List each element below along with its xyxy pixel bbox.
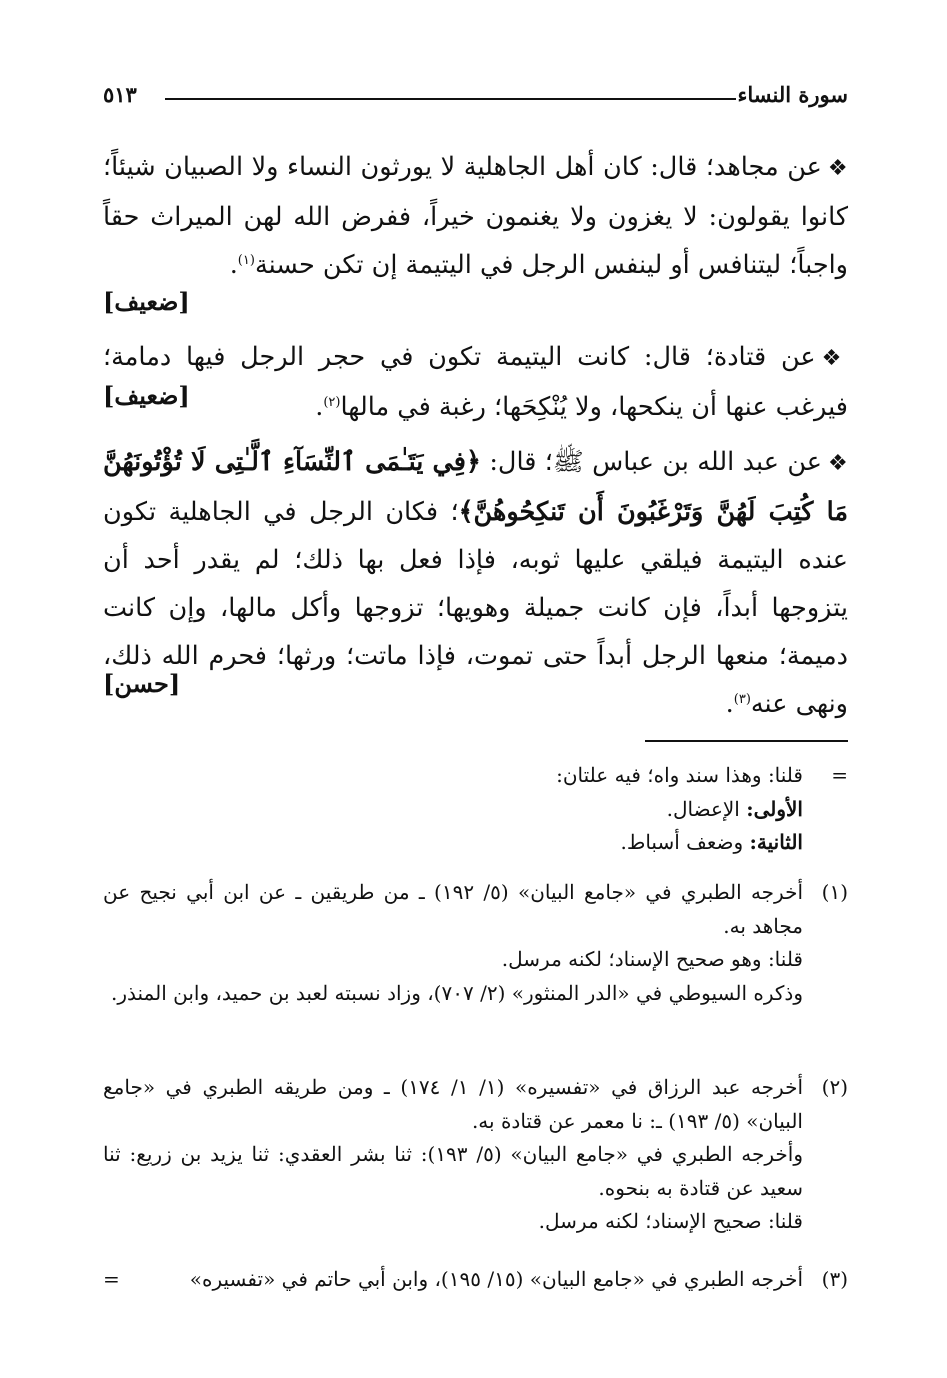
carry-line: قلنا: وهذا سند واه؛ فيه علتان:	[556, 763, 803, 787]
footnote-ref: (٢)	[323, 395, 341, 410]
diamond-marker-icon: ❖	[827, 451, 848, 476]
footnote-line: قلنا: صحيح الإسناد؛ لكنه مرسل.	[538, 1209, 803, 1233]
grade-label: [ضعيف]	[103, 381, 190, 410]
carry-first	[103, 793, 803, 827]
carry-second	[103, 826, 803, 860]
page-header	[103, 82, 848, 118]
footnote-3	[103, 1263, 848, 1297]
footnote-line: أخرجه الطبري في «جامع البيان» (٥/ ١٩٢) ـ من طريقين ـ عن ابن أبي نجيح عن مجاهد به.	[103, 880, 803, 938]
footnote-number: (١)	[821, 880, 848, 904]
footnote-number: (٢)	[821, 1075, 848, 1099]
footnote-1	[103, 876, 848, 1010]
footnote-number: (٣)	[821, 1267, 848, 1291]
continuation-marker: =	[103, 1267, 120, 1291]
hadith-text-after: ؛ فكان الرجل في الجاهلية تكون عنده اليتيمة فيلقي عليها ثوبه، فإذا فعل بها ذلك؛ لم يقدر أحد أن يتزوجها أبداً، فإن كانت جميلة وهويها؛ تزوجها وأكل مالها، وإن كانت دميمة؛ منعها الرجل أبداً حتى تموت، فإذا ماتت؛ ورثها؛ فحرم الله ذلك، ونهى عنه	[103, 497, 848, 719]
carry-first-label: الأولى:	[746, 796, 803, 821]
hadith-tail: .	[229, 250, 238, 280]
footnote-line: وذكره السيوطي في «الدر المنثور» (٢/ ٧٠٧)، وزاد نسبته لعبد بن حميد، وابن المنذر.	[110, 980, 803, 1005]
footnote-ref: (١)	[237, 253, 255, 268]
carry-first-text: الإعضال.	[666, 796, 740, 821]
grade-label: [حسن]	[103, 669, 181, 698]
footnote-separator	[645, 740, 848, 742]
carry-second-label: الثانية:	[749, 830, 803, 854]
hadith-tail: .	[725, 689, 734, 719]
hadith-1	[103, 143, 848, 289]
hadith-tail: .	[315, 392, 324, 422]
surah-title: سورة النساء	[737, 82, 848, 107]
grade-label: [ضعيف]	[103, 287, 190, 316]
quran-verse: ﴿فِي يَتَـٰمَى ٱلنِّسَآءِ ٱلَّـٰتِى لَا تُؤْتُونَهُنَّ مَا كُتِبَ لَهُنَّ وَتَرْغَبُونَ أَن تَنكِحُوهُنَّ﴾	[103, 447, 849, 527]
hadith-3	[103, 438, 848, 728]
header-rule	[165, 98, 736, 100]
carry-marker: =	[831, 763, 848, 787]
footnote-carryover	[103, 759, 848, 860]
footnote-2	[103, 1071, 848, 1239]
hadith-text-before: عن عبد الله بن عباس ﷺ؛ قال:	[489, 447, 822, 477]
footnote-ref: (٣)	[733, 692, 751, 707]
hadith-2	[103, 333, 848, 431]
diamond-marker-icon: ❖	[827, 156, 848, 181]
carry-second-text: وضعف أسباط.	[620, 830, 744, 854]
hadith-text: عن مجاهد؛ قال: كان أهل الجاهلية لا يورثون النساء ولا الصبيان شيئاً؛ كانوا يقولون: لا يغزون ولا يغنمون خيراً، ففرض الله لهن الميراث حقاً واجباً؛ ليتنافس أو لينفس الرجل في اليتيمة إن تكن حسنة	[103, 152, 848, 280]
page-number: ٥١٣	[103, 82, 137, 107]
footnote-line: أخرجه الطبري في «جامع البيان» (١٥/ ١٩٥)، وابن أبي حاتم في «تفسيره»	[189, 1267, 803, 1291]
footnote-line: قلنا: وهو صحيح الإسناد؛ لكنه مرسل.	[501, 947, 803, 971]
footnote-line: وأخرجه الطبري في «جامع البيان» (٥/ ١٩٣): ثنا بشر العقدي: ثنا يزيد بن زريع: ثنا سعيد عن قتادة به بنحوه.	[103, 1142, 803, 1200]
footnote-line: أخرجه عبد الرزاق في «تفسيره» (١/ ١/ ١٧٤) ـ ومن طريقه الطبري في «جامع البيان» (٥/ ١٩٣) ـ: نا معمر عن قتادة به.	[103, 1075, 803, 1133]
diamond-marker-icon: ❖	[821, 346, 848, 371]
hadith-text: عن قتادة؛ قال: كانت اليتيمة تكون في حجر الرجل فيها دمامة؛ فيرغب عنها أن ينكحها، ولا يُنْكِحَها؛ رغبة في مالها	[103, 342, 848, 422]
